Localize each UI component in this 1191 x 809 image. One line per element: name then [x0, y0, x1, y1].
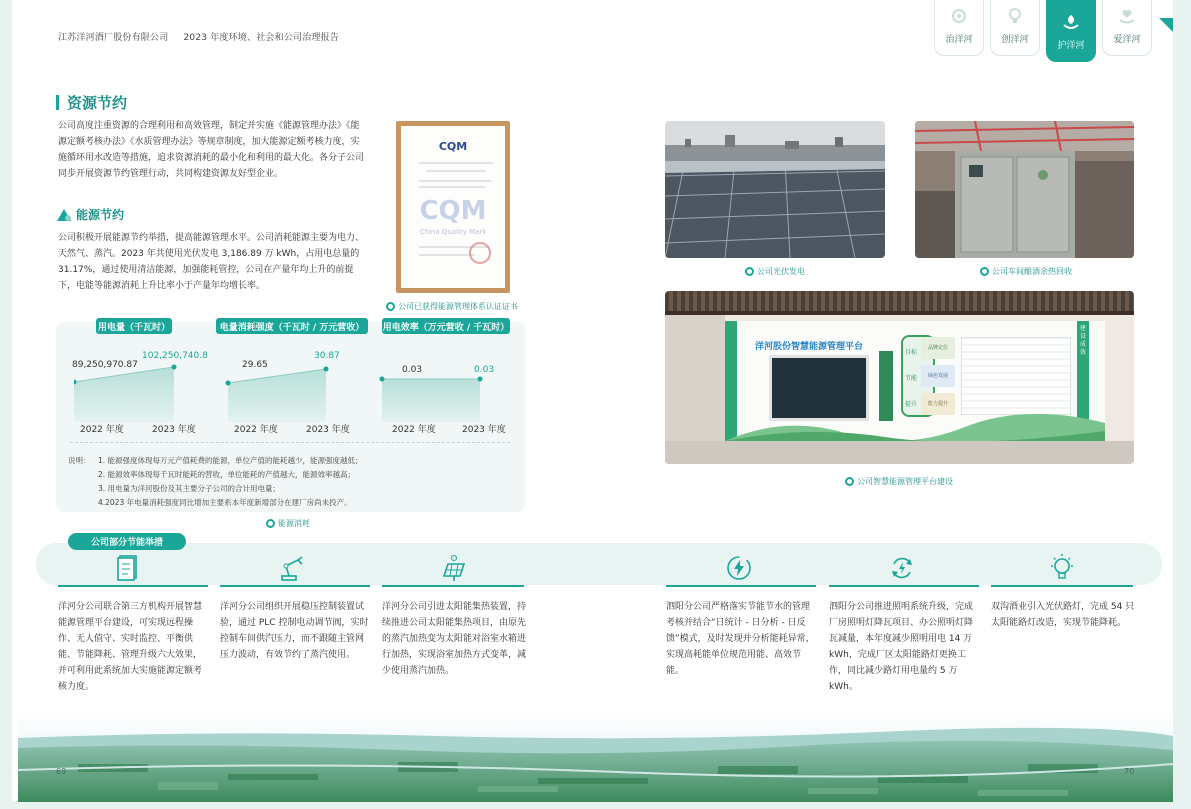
- note-item: 4.2023 年电量消耗强度同比增加主要系本年度新增部分在建厂房尚未投产。: [98, 498, 352, 507]
- measure-text-6: 双沟酒业引入光伏路灯，完成 54 只太阳能路灯改造，实现节能降耗。: [991, 602, 1135, 628]
- section-title-text: 资源节约: [67, 94, 128, 112]
- stat-year-label: 2023 年度: [462, 425, 506, 435]
- stat-year-label: 2022 年度: [234, 425, 278, 435]
- light-bulb-icon: [1046, 552, 1078, 584]
- stats-divider: [70, 442, 510, 443]
- corner-accent: [1159, 18, 1173, 32]
- cert-logo: CQM: [438, 140, 468, 153]
- platform-block: 品牌定位: [921, 337, 955, 359]
- stat-year-label: 2023 年度: [152, 425, 196, 435]
- stat-year-label: 2022 年度: [392, 425, 436, 435]
- document-icon: [112, 552, 144, 584]
- equip-photo-caption: 公司车间酿酒余热回收: [980, 266, 1072, 277]
- stat-value-electricity-2023: 102,250,740.8: [142, 351, 208, 361]
- company-name: 江苏洋河酒厂股份有限公司: [58, 33, 169, 43]
- report-name: 2023 年度环境、社会和公司治理报告: [183, 33, 340, 43]
- tab-label: 爱洋河: [1113, 35, 1141, 45]
- hands-leaf-icon: [1061, 12, 1081, 32]
- certificate-image: [396, 121, 510, 293]
- chapter-tabs: [934, 0, 1152, 56]
- platform-block: 能力提升: [921, 393, 955, 415]
- stat-header-electricity: 用电量（千瓦时）: [96, 318, 172, 334]
- energy-subhead-text: 能源节约: [76, 208, 125, 222]
- stat-point-intensity-2023: [324, 367, 329, 372]
- bulb-icon: [1005, 6, 1025, 26]
- cert-seal: [469, 242, 491, 264]
- stat-area-electricity: [74, 367, 174, 422]
- page-frame-right: [1173, 0, 1191, 809]
- stat-header-intensity: 电量消耗强度（千瓦时 / 万元营收）: [216, 318, 368, 334]
- platform-vertical-label: 建设成效: [1079, 325, 1086, 356]
- energy-bolt-icon: [723, 552, 755, 584]
- note-item: 1. 能源强度体现每万元产值耗费的能源，单位产值的能耗越少，能源强度越低；: [98, 456, 363, 465]
- tab-ai[interactable]: [1102, 0, 1152, 56]
- solar-power-photo: [665, 121, 885, 258]
- page-number-right: 70: [1124, 767, 1135, 776]
- gear-leaf-icon: [949, 6, 969, 26]
- energy-subhead: [56, 206, 124, 223]
- caption-dot-icon: [845, 477, 854, 486]
- stat-year-label: 2022 年度: [80, 425, 124, 435]
- solar-photo-caption: 公司光伏发电: [745, 266, 805, 277]
- notes-label: 说明：: [68, 456, 91, 465]
- tab-zhi[interactable]: [934, 0, 984, 56]
- stat-point-efficiency-2023: [478, 377, 483, 382]
- note-item: 2. 能源效率体现每千瓦时能耗的营收，单位能耗的产值越大，能源效率越高；: [98, 470, 356, 479]
- stats-notes: [68, 454, 363, 510]
- heat-recovery-photo: [915, 121, 1134, 258]
- measures-title: 公司部分节能举措: [68, 533, 186, 550]
- stat-value-efficiency-2023: 0.03: [474, 365, 495, 375]
- page-frame-bottom: [0, 801, 1191, 809]
- measure-text-4: 泗阳分公司严格落实节能节水的管理考核并结合“日统计 - 日分析 - 日反馈”模式，及时发现并分析能耗异常，实现高耗能单位规范用能、高效节能。: [666, 602, 815, 676]
- measure-text-1: 洋河分公司联合第三方机构开展智慧能源管理平台建设，可实现远程操作、无人值守、实时监控、平衡供能、节能降耗、管理升级六大效果，并可利用此系统加大实施能源定额考核力度。: [58, 602, 203, 692]
- page-number-left: 69: [56, 767, 67, 776]
- cert-text-line: [426, 170, 486, 172]
- tab-label: 治洋河: [945, 35, 973, 45]
- measure-text-2: 洋河分公司组织开展稳压控制装置试验，通过 PLC 控制电动调节阀，实时控制车间供汽压力，而不跟随主管网压力波动，有效节约了蒸汽使用。: [220, 602, 369, 660]
- tab-label: 护洋河: [1057, 41, 1085, 51]
- cert-watermark-sub: China Quality Mark: [419, 228, 487, 236]
- stat-area-efficiency: [382, 379, 480, 422]
- energy-leaf-icon: [56, 208, 72, 222]
- tab-chuang[interactable]: [990, 0, 1040, 56]
- section-intro: 公司高度注重资源的合理利用和高效管理，制定并实施《能源管理办法》《能源定额考核办法》《水质管理办法》等规章制度，加大能源定额考核力度，实施循环用水改造等措施，追求资源消耗的最小化和利用的最大化。各分子公司同步开展资源节约管理行动，共同构建资源友好型企业。: [58, 121, 365, 179]
- cert-text-line: [419, 180, 491, 182]
- measure-divider: [58, 585, 208, 587]
- measures-band: [36, 543, 1162, 585]
- cert-text-line: [419, 162, 493, 164]
- stat-header-efficiency: 用电效率（万元营收 / 千瓦时）: [382, 318, 510, 334]
- stat-year-label: 2023 年度: [306, 425, 350, 435]
- measure-divider: [220, 585, 370, 587]
- platform-sign: 洋河股份智慧能源管理平台: [755, 342, 864, 352]
- note-item: 3. 用电量为洋河股份及其主要分子公司的合计用电量；: [98, 484, 281, 493]
- running-header: [58, 30, 351, 43]
- recycle-icon: [886, 552, 918, 584]
- energy-stats-panel: [56, 322, 525, 512]
- measure-divider: [382, 585, 524, 587]
- platform-block: 绿色发展: [921, 365, 955, 387]
- caption-dot-icon: [266, 519, 275, 528]
- landscape-banner: [18, 712, 1173, 802]
- caption-dot-icon: [745, 267, 754, 276]
- platform-badge: 目标: [905, 349, 918, 356]
- title-bar: [56, 95, 59, 110]
- stat-value-efficiency-2022: 0.03: [402, 365, 423, 375]
- stat-value-intensity-2023: 30.87: [314, 351, 340, 361]
- energy-text: 公司积极开展能源节约举措，提高能源管理水平。公司消耗能源主要为电力、天然气、蒸汽。2023 年共使用光伏发电 3,186.89 万 kWh，占用电总量的 31.17%，通过使用清洁能源，加强能耗管控，公司在产量年均上升的前提下，电能等能源消耗上升比率小于产量年均增长率。: [58, 233, 365, 291]
- solar-panel-icon: [438, 552, 470, 584]
- stat-area-intensity: [228, 369, 326, 422]
- section-title: [56, 92, 127, 113]
- cert-watermark: CQM: [419, 196, 487, 226]
- platform-photo-caption: 公司智慧能源管理平台建设: [845, 476, 953, 487]
- measure-divider: [829, 585, 979, 587]
- platform-badge: 节能: [905, 375, 918, 382]
- stat-point-efficiency-2022: [380, 377, 385, 382]
- stat-point-electricity-2023: [172, 365, 177, 370]
- stats-area-charts: [74, 360, 514, 422]
- certificate-caption: 公司已获得能源管理体系认证证书: [386, 301, 518, 312]
- cert-text-line: [419, 254, 475, 256]
- tab-hu[interactable]: [1046, 0, 1096, 62]
- stat-value-intensity-2022: 29.65: [242, 360, 268, 370]
- hands-heart-icon: [1117, 6, 1137, 26]
- cert-text-line: [419, 186, 485, 188]
- energy-platform-photo: [665, 291, 1134, 464]
- caption-dot-icon: [386, 302, 395, 311]
- tab-label: 创洋河: [1001, 35, 1029, 45]
- stats-caption: 能源消耗: [266, 518, 310, 529]
- notes-list: [98, 454, 363, 510]
- robot-arm-icon: [276, 552, 308, 584]
- measure-text-3: 洋河分公司引进太阳能集热装置，持续推进公司太阳能集热项目，由原先的蒸汽加热变为太阳能对浴室水箱进行加热，实现浴室加热方式变革，减少使用蒸汽加热。: [382, 602, 527, 676]
- measure-divider: [666, 585, 816, 587]
- measure-divider: [991, 585, 1133, 587]
- stat-point-intensity-2022: [226, 381, 231, 386]
- stat-value-electricity-2022: 89,250,970.87: [72, 360, 138, 370]
- caption-dot-icon: [980, 267, 989, 276]
- platform-badge: 提升: [905, 401, 918, 408]
- measure-text-5: 泗阳分公司推进照明系统升级，完成厂房照明灯降瓦项目、办公照明灯降瓦减量，本年度减少照明用电 14 万 kWh，完成厂区太阳能路灯更换工作，同比减少路灯用电量约 5 万 kWh。: [829, 602, 974, 692]
- page-frame-left: [0, 0, 12, 809]
